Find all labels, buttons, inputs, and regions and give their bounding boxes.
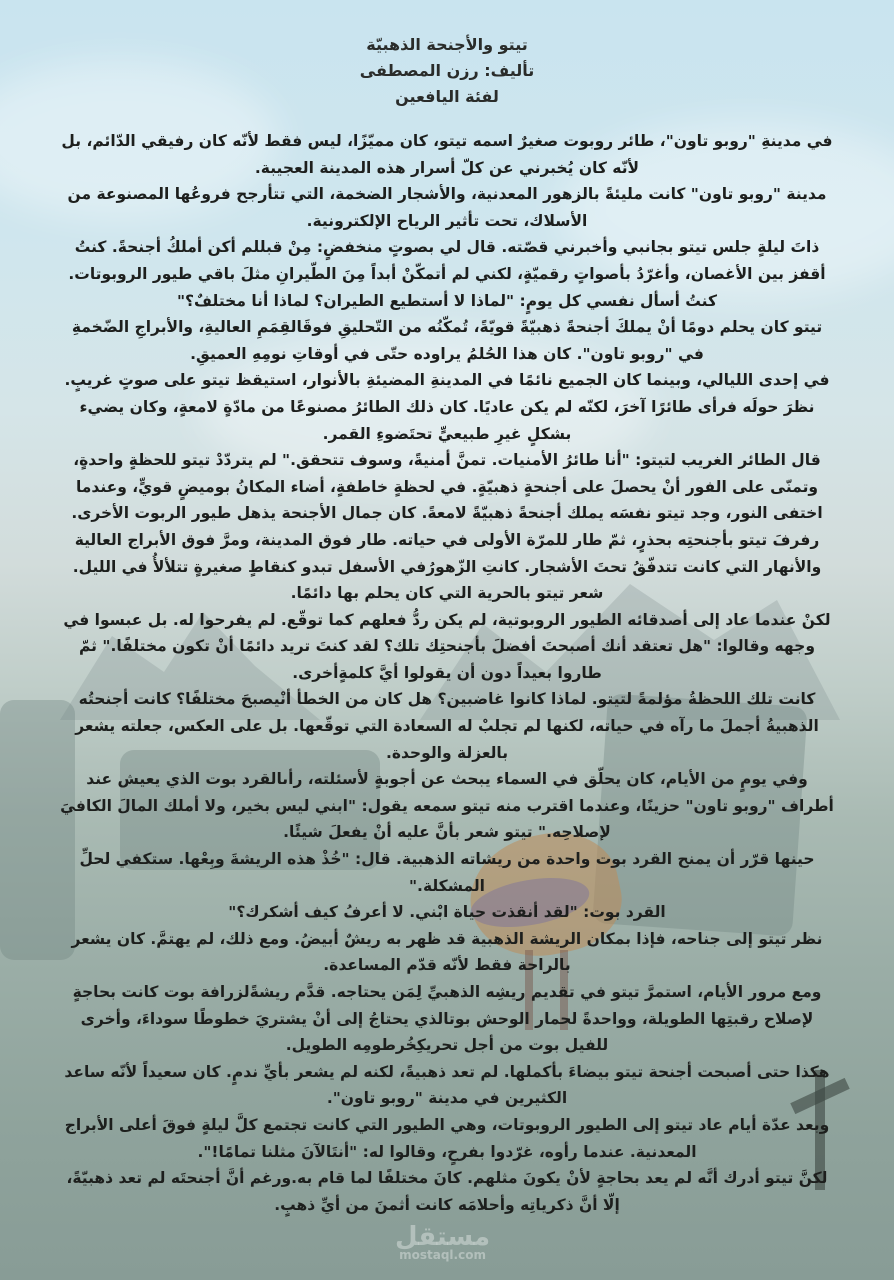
paragraph: مدينة "روبو تاون" كانت مليئةً بالزهور المعدنية، والأشجار الضخمة، التي تتأرجح فروعُها المصنوعة من الأسلاك، تحت تأثير الرياح الإلكترونية.: [67, 185, 827, 230]
paragraph: لكنْ عندما عاد إلى أصدقائه الطيور الروبوتية، لم يكن ردُّ فعلهم كما توقّع. لم يفرحوا له. بل عبسوا في وجهه وقالوا: "هل تعتقد أنك أصبحتَ أفضلَ بأجنحتِك تلك؟ لقد كنتَ تريد دائمًا أنْ تكون مختلفًا." ثمّ طاروا بعيداً دون أن يقولوا أيَّ كلمةٍأخرى.: [63, 610, 831, 682]
paragraph: كانت تلك اللحظةُ مؤلمةً لتيتو. لماذا كانوا غاضبين؟ هل كان من الخطأ أنْيصبحَ مختلفًا؟ كانت أجنحتُه الذهبيةُ أجملَ ما رآه في حياته، لكنها لم تجلبْ له السعادة التي توقّعها. بل على العكس، جعلته يشعر بالعزلة والوحدة.: [75, 690, 819, 762]
author-line: تأليف: رزن المصطفى: [359, 61, 535, 80]
paragraph: هكذا حتى أصبحت أجنحة تيتو بيضاءَ بأكملها. لم تعد ذهبيةً، لكنه لم يشعر بأيِّ ندمٍ. كان سعيداً لأنّه ساعد الكثيرين في مدينة "روبو تاون".: [64, 1062, 830, 1108]
paragraph: وفي يومٍ من الأيام، كان يحلّق في السماء يبحث عن أجوبةٍ لأسئلته، رأىالقرد بوت الذي يعيش عند أطراف "روبو تاون" حزينًا، وعندما اقترب منه تيتو سمعه يقول: "ابني ليس بخير، ولا أملك المالَ الكافيَ لإصلاحِه." تيتو شعر بأنَّ عليه أنْ يفعلَ شيئًا.: [60, 770, 834, 842]
paragraph: في إحدى الليالي، وبينما كان الجميع نائمًا في المدينةِ المضيئةِ بالأنوار، استيقظ تيتو على صوتٍ غريبٍ. نظرَ حولَه فرأى طائرًا آخرَ، لكنّه لم يكن عاديًا. كان ذلك الطائرُ مصنوعًا من مادّةٍ لامعةٍ، وكان يضيء بشكلٍ غيرِ طبيعيٍّ تحتَضوءِ القمر.: [64, 371, 830, 443]
paragraph: تيتو كان يحلم دومًا أنْ يملكَ أجنحةً ذهبيّةً قويّةً، تُمكّنُه من التّحليقِ فوقَالقِمَمِ العاليةِ، والأبراجِ الضّخمةِ في "روبو تاون". كان هذا الحُلمُ يراوده حتّى في أوقاتِ نومِهِ العميقِ.: [71, 318, 823, 363]
paragraph: القرد بوت: "لقد أنقذت حياة ابْني. لا أعرفُ كيف أشكرك؟": [228, 903, 666, 922]
paragraph: رفرفَ تيتو بأجنحتِه بحذرٍ، ثمّ طار للمرّة الأولى في حياته. طار فوق المدينة، ومرَّ فوق الأبراج العالية والأنهار التي كانت تتدفّقُ تحتَ الأشجار. كانتِ الزّهورُفي الأسفل تبدو كنقاطٍ صغيرةٍ تتلألأُ في الليل. شعر تيتو بالحرية التي كان يحلم بها دائمًا.: [72, 530, 822, 603]
watermark-arabic: مستقل: [395, 1222, 491, 1252]
story-body: [60, 128, 834, 1218]
audience-line: لفئة اليافعين: [395, 87, 499, 106]
document-header: [0, 0, 894, 110]
story-title: تيتو والأجنحة الذهبيّة: [366, 35, 528, 54]
watermark: [395, 1222, 490, 1262]
paragraph: ذاتَ ليلةٍ جلس تيتو بجانبي وأخبرني قصّته. قال لي بصوتٍ منخفضٍ: مِنْ قبللم أكن أملكُ أجنحةً. كنتُ أقفز بين الأغصان، وأغرّدُ بأصواتٍ رقميّةٍ، لكني لم أتمكّنْ أبداً مِنَ الطّيرانِ مثلَ باقي طيور الروبوتات. كنتُ أسأل نفسي كل يومٍ: "لماذا لا أستطيع الطيران؟ لماذا أنا مختلفٌ؟": [68, 238, 826, 310]
paragraph: قال الطائر الغريب لتيتو: "أنا طائرُ الأمنيات. تمنَّ أمنيةً، وسوف تتحقق." لم يتردّدْ تيتو للحظةٍ واحدةٍ، وتمنّى على الفور أنْ يحصلَ على أجنحةٍ ذهبيّةٍ. في لحظةٍ خاطفةٍ، أضاء المكانُ بوميضٍ قويٍّ، وعندما اختفى النور، وجد تيتو نفسَه يملك أجنحةً ذهبيّةً لامعةً. كان جمال الأجنحة يذهل طيور الربوت الأخرى.: [71, 451, 823, 523]
watermark-latin: mostaql.com: [399, 1248, 486, 1262]
paragraph: نظر تيتو إلى جناحه، فإذا بمكان الريشة الذهبية قد ظهر به ريشٌ أبيضُ. ومع ذلك، لم يهتمَّ. كان يشعر بالراحة فقط لأنّه قدّم المساعدة.: [71, 929, 823, 975]
paragraph: لكنَّ تيتو أدرك أنَّه لم يعد بحاجةٍ لأنْ يكونَ مثلهم. كانَ مختلفًا لما قام به.ورغم أنَّ أجنحتَه لم تعد ذهبيّةً، إلّا أنَّ ذكرياتِه وأحلامَه كانت أثمنَ من أيِّ ذهبٍ.: [66, 1169, 828, 1214]
paragraph: وبعد عدّة أيام عاد تيتو إلى الطيور الروبوتات، وهي الطيور التي كانت تجتمع كلَّ ليلةٍ فوقَ أعلى الأبراج المعدنية. عندما رأوه، غرّدوا بفرحٍ، وقالوا له: "أنتَالآنَ مثلنا تمامًا!".: [64, 1115, 830, 1161]
paragraph: حينها قرّر أن يمنح القرد بوت واحدة من ريشاته الذهبية. قال: "خُذْ هذه الريشةَ وبِعْها. ستكفي لحلِّ المشكلة.": [79, 850, 815, 895]
paragraph: ومع مرور الأيام، استمرَّ تيتو في تقديم ريشِه الذهبيِّ لِمَن يحتاجه. قدَّم ريشةًلزرافة بوت كانت بحاجةٍ لإصلاح رقبتِها الطويلة، وواحدةً لحمار الوحش بوتالذي يحتاجُ إلى أنْ يشتريَ خطوطًا سوداءَ، وأخرى للفيل بوت من أجل تحريكِخُرطومِه الطويل.: [72, 983, 822, 1055]
paragraph: في مدينةِ "روبو تاون"، طائر روبوت صغيرٌ اسمه تيتو، كان مميّزًا، ليس فقط لأنّه كان رفيقي الدّائم، بل لأنّه كان يُخبرني عن كلّ أسرار هذه المدينة العجيبة.: [61, 132, 833, 177]
